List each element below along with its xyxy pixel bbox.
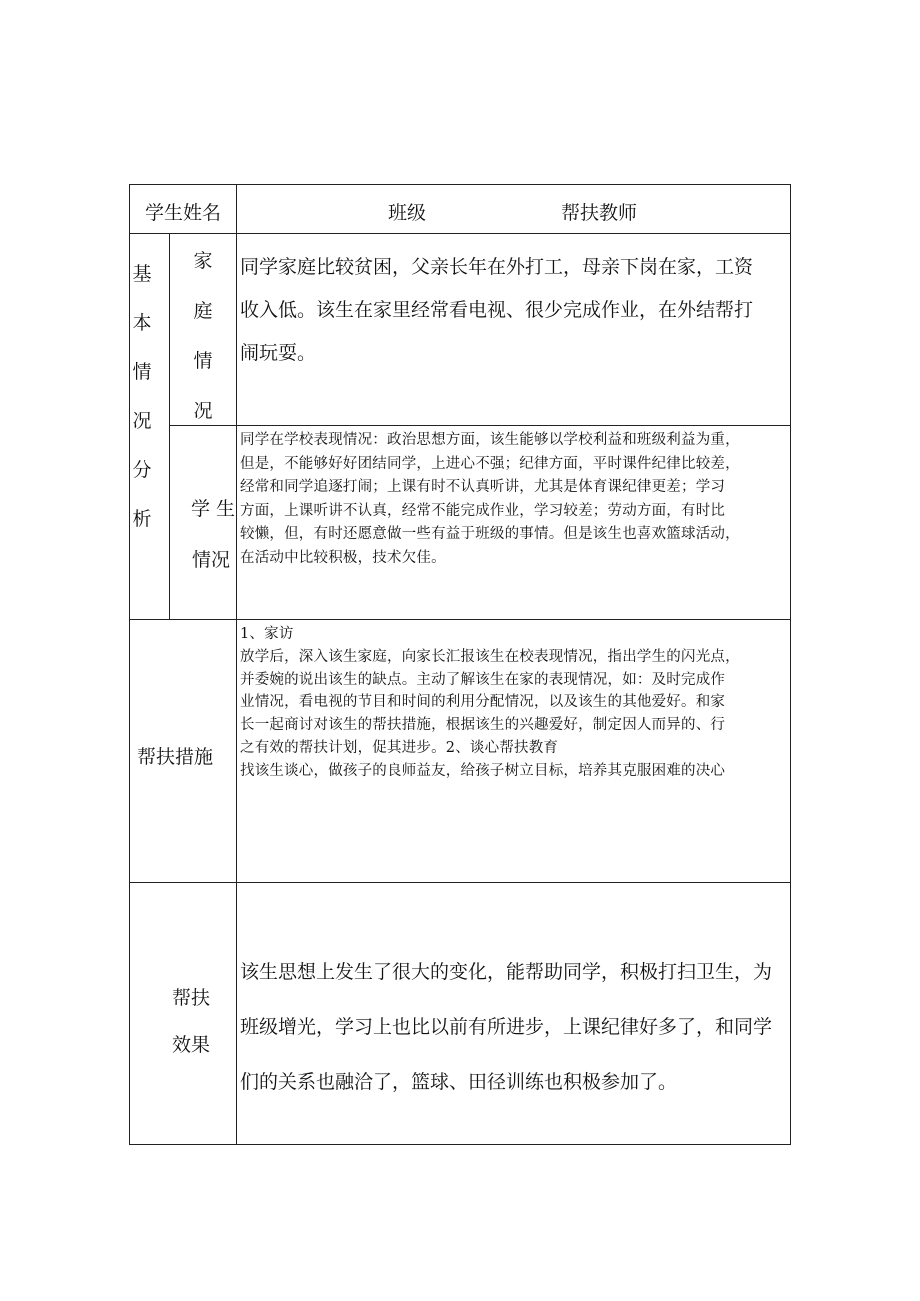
text-line: 该生思想上发生了很大的变化，能帮助同学，积极打扫卫生，为	[240, 961, 773, 983]
basic-analysis-char: 析	[132, 508, 152, 530]
teacher-label: 帮扶教师	[561, 202, 638, 224]
basic-analysis-char: 情	[132, 361, 152, 383]
text-line: 们的关系也融洽了，篮球、田径训练也积极参加了。	[240, 1071, 678, 1093]
row-divider-header	[129, 233, 791, 234]
effect-text	[240, 945, 790, 1110]
text-line: 之有效的帮扶计划，促其进步。2、谈心帮扶教育	[240, 739, 559, 756]
text-line: 并委婉的说出该生的缺点。主动了解该生在家的表现情况，如：及时完成作	[240, 671, 726, 688]
text-line: 经常和同学追逐打闹；上课有时不认真听讲，尤其是体育课纪律更差；学习	[240, 479, 726, 495]
text-line: 同学家庭比较贫困，父亲长年在外打工，母亲下岗在家，工资	[240, 256, 754, 278]
row-divider-measures	[129, 882, 791, 883]
row-divider-family	[169, 425, 791, 426]
text-line: 较懒，但，有时还愿意做一些有益于班级的事情。但是该生也喜欢篮球活动，	[240, 526, 740, 542]
family-label-char: 家	[193, 250, 213, 272]
student-situation-label-line1: 学 生	[191, 498, 236, 520]
text-line: 班级增光，学习上也比以前有所进步，上课纪律好多了，和同学	[240, 1016, 773, 1038]
text-line: 同学在学校表现情况：政治思想方面，该生能够以学校利益和班级利益为重，	[240, 432, 740, 448]
row-divider-basic	[129, 619, 791, 620]
family-label-char: 况	[193, 400, 213, 422]
family-situation-label	[170, 236, 236, 436]
basic-analysis-char: 基	[132, 263, 152, 285]
class-label: 班级	[388, 202, 427, 224]
basic-analysis-char: 本	[132, 312, 152, 334]
measures-text	[240, 623, 791, 783]
effect-label-line2: 效果	[172, 1034, 211, 1056]
text-line: 找该生谈心，做孩子的良师益友，给孩子树立目标，培养其克服困难的决心	[240, 762, 726, 779]
student-name-label: 学生姓名	[145, 202, 222, 224]
family-label-char: 情	[193, 350, 213, 372]
text-line: 业情况，看电视的节目和时间的利用分配情况，以及该生的其他爱好。和家	[240, 694, 726, 711]
text-line: 1、家访	[240, 626, 294, 642]
text-line: 但是，不能够好好团结同学，上进心不强；纪律方面，平时课件纪律比较差，	[240, 455, 740, 472]
text-line: 放学后，深入该生家庭，向家长汇报该生在校表现情况，指出学生的闪光点，	[240, 648, 740, 665]
basic-analysis-label	[129, 250, 155, 544]
text-line: 收入低。该生在家里经常看电视、很少完成作业，在外结帮打	[240, 299, 754, 321]
family-situation-text	[240, 246, 790, 375]
text-line: 在活动中比较积极，技术欠佳。	[240, 549, 446, 566]
text-line: 方面，上课听讲不认真，经常不能完成作业，学习较差；劳动方面，有时比	[240, 502, 726, 519]
family-label-char: 庭	[193, 300, 213, 322]
effect-label-line1: 帮扶	[172, 987, 211, 1009]
student-situation-label-line2: 情况	[192, 549, 231, 571]
basic-analysis-char: 分	[132, 459, 152, 481]
measures-label: 帮扶措施	[137, 746, 214, 768]
col-divider-main	[236, 184, 237, 1145]
text-line: 闹玩耍。	[240, 342, 317, 364]
basic-analysis-char: 况	[132, 410, 152, 432]
text-line: 长一起商讨对该生的帮扶措施，根据该生的兴趣爱好，制定因人而异的、行	[240, 717, 726, 734]
student-situation-text	[240, 429, 791, 570]
